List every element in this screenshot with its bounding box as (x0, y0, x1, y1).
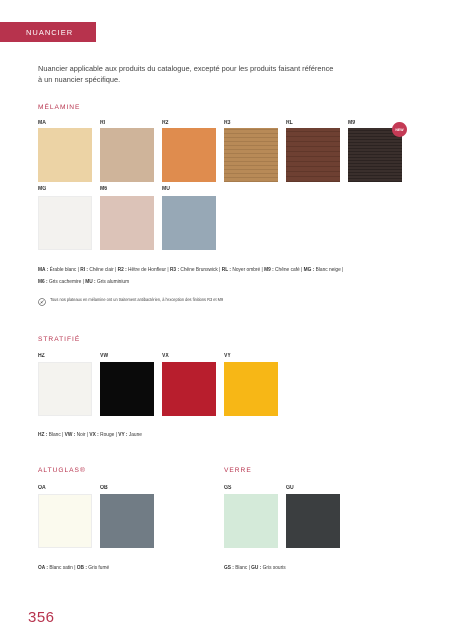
swatch-code: VX (162, 353, 169, 359)
swatch-r2 (162, 128, 216, 182)
antibacterial-icon (38, 298, 46, 306)
swatch-code: HZ (38, 353, 45, 359)
swatch-vw (100, 362, 154, 416)
legend-name: Chêne clair | (88, 267, 118, 273)
swatch-code: M6 (100, 186, 108, 192)
swatch-m9 (348, 128, 402, 182)
legend-name: Chêne café | (273, 267, 304, 273)
swatch-code: MA (38, 120, 46, 126)
legend-name: Blanc | (233, 565, 252, 571)
legend-name: Chêne Brunswick | (179, 267, 222, 273)
legend-name: Gris souris (261, 565, 286, 571)
legend-code: MU : (85, 279, 96, 285)
legend-code: OB : (76, 565, 87, 571)
swatch-m6 (100, 196, 154, 250)
altuglas-legend (38, 563, 109, 574)
legend-name: Hêtre de Honfleur | (126, 267, 170, 273)
legend-code: R3 : (169, 267, 180, 273)
stratifie-title: STRATIFIÉ (38, 336, 81, 343)
swatch-code: GS (224, 485, 232, 491)
verre-title: VERRE (224, 467, 252, 474)
legend-code: M6 : (38, 279, 48, 285)
verre-legend (224, 563, 286, 574)
legend-code: M9 : (264, 267, 274, 273)
legend-code: VY : (118, 432, 128, 438)
intro-text (38, 63, 418, 85)
swatch-mg (38, 196, 92, 250)
legend-code: RI : (80, 267, 89, 273)
swatch-code: R3 (224, 120, 231, 126)
legend-code: HZ : (38, 432, 48, 438)
section-header (0, 22, 96, 42)
swatch-code: VY (224, 353, 231, 359)
intro-line-2: à un nuancier spécifique. (38, 75, 121, 84)
intro-line-1: Nuancier applicable aux produits du catalogue, excepté pour les produits faisant référence (38, 64, 334, 73)
swatch-gu (286, 494, 340, 548)
swatch-code: OA (38, 485, 46, 491)
swatch-code: R2 (162, 120, 169, 126)
legend-name: Gris aluminium (95, 279, 130, 285)
melamine-legend-line-2 (38, 277, 129, 288)
swatch-gs (224, 494, 278, 548)
swatch-vx (162, 362, 216, 416)
legend-code: GU : (251, 565, 262, 571)
swatch-code: M9 (348, 120, 356, 126)
legend-name: Gris fumé (86, 565, 110, 571)
swatch-code: GU (286, 485, 294, 491)
legend-name: Jaune (127, 432, 142, 438)
legend-name: Blanc | (47, 432, 65, 438)
legend-name: Blanc neige | (314, 267, 344, 273)
legend-code: MG : (303, 267, 315, 273)
legend-code: VW : (64, 432, 76, 438)
swatch-r3 (224, 128, 278, 182)
new-badge: NEW (392, 122, 407, 137)
swatch-code: VW (100, 353, 109, 359)
swatch-rl (286, 128, 340, 182)
swatch-hz (38, 362, 92, 416)
swatch-code: OB (100, 485, 108, 491)
swatch-code: MG (38, 186, 47, 192)
legend-name: Blanc satin | (47, 565, 77, 571)
swatch-ob (100, 494, 154, 548)
altuglas-title: ALTUGLAS® (38, 467, 86, 474)
swatch-oa (38, 494, 92, 548)
swatch-ri (100, 128, 154, 182)
section-header-label: NUANCIER (26, 27, 74, 37)
legend-name: Érable blanc | (48, 267, 81, 273)
melamine-legend-line-1 (38, 265, 343, 276)
legend-code: OA : (38, 565, 48, 571)
swatch-code: RI (100, 120, 106, 126)
swatch-vy (224, 362, 278, 416)
melamine-title: MÉLAMINE (38, 104, 81, 111)
legend-code: RL : (221, 267, 232, 273)
stratifie-legend (38, 430, 142, 441)
swatch-ma (38, 128, 92, 182)
legend-name: Noir | (75, 432, 90, 438)
legend-code: MA : (38, 267, 49, 273)
legend-code: GS : (224, 565, 234, 571)
swatch-mu (162, 196, 216, 250)
page-number: 356 (28, 609, 55, 626)
legend-code: VX : (89, 432, 99, 438)
antibacterial-note: Tous nos plateaux en mélamine ont un traitement antibactérien, à l'exception des finitions R3 et M9 (50, 297, 224, 302)
legend-name: Noyer ombré | (231, 267, 265, 273)
swatch-code: MU (162, 186, 170, 192)
legend-name: Rouge | (98, 432, 119, 438)
swatch-code: RL (286, 120, 293, 126)
legend-code: R2 : (117, 267, 127, 273)
legend-name: Gris cachemire | (47, 279, 86, 285)
